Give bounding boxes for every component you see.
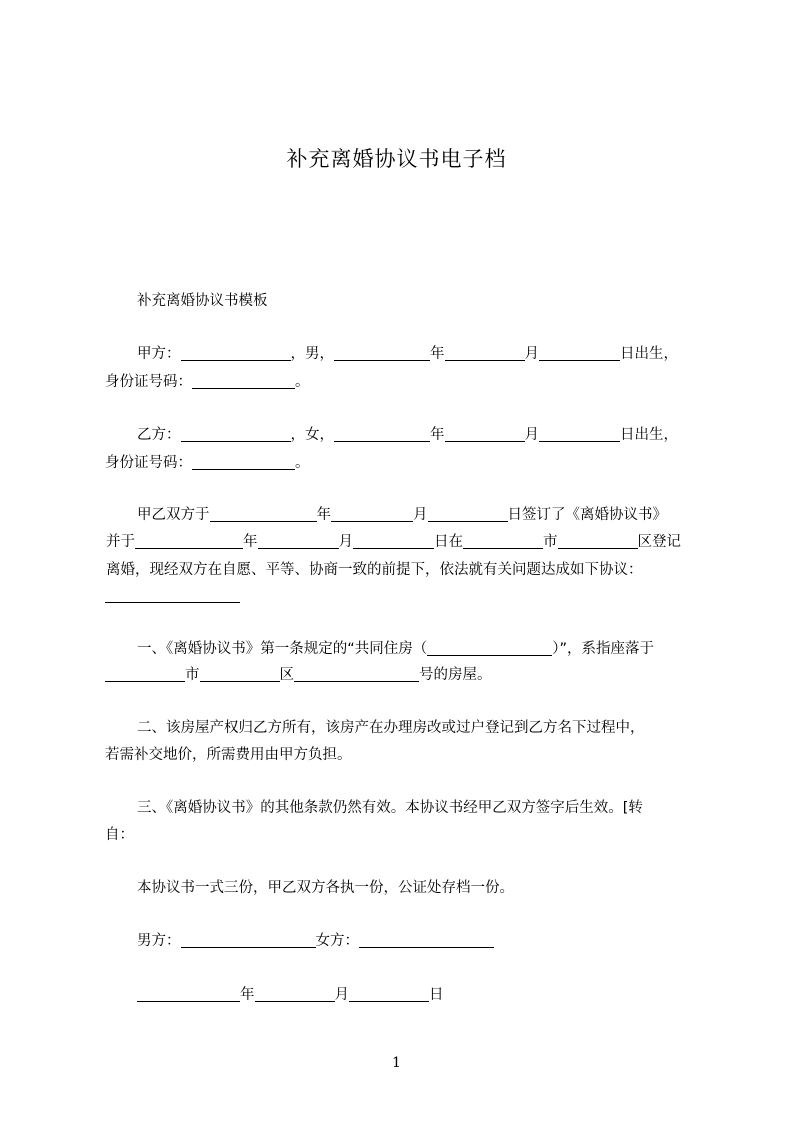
clause-1-start: 一、《离婚协议书》第一条规定的“共同住房（ [137,641,428,657]
intro-start: 甲乙双方于 [137,507,210,523]
house-district-blank[interactable] [200,666,280,682]
divorce-month-label: 月 [338,534,353,550]
date-year-label: 年 [240,987,255,1003]
intro-line-4 [105,586,240,606]
party-b-year-label: 年 [430,427,445,443]
and-at-text: 并于 [106,534,135,550]
party-a-birth-month-blank[interactable] [445,345,525,361]
party-a-line [137,344,678,364]
party-b-id-line [105,453,310,473]
party-b-month-label: 月 [524,427,539,443]
day-at-label: 日在 [434,534,463,550]
party-b-birth-month-blank[interactable] [445,426,525,442]
date-day-label: 日 [429,987,444,1003]
sign-day-blank[interactable] [428,506,508,522]
party-b-end: 。 [295,455,310,471]
reg-city-label: 市 [543,534,558,550]
signature-line [137,931,494,951]
party-a-end: 。 [295,374,310,390]
party-b-birth-year-blank[interactable] [334,426,430,442]
female-signature-blank[interactable] [359,932,494,948]
divorce-month-blank[interactable] [258,533,339,549]
party-a-label: 甲方： [137,346,181,362]
house-city-label: 市 [185,667,200,683]
party-b-birth-day-blank[interactable] [539,426,620,442]
date-line [137,985,444,1005]
clause-2-line-2: 若需补交地价，所需费用由甲方负担。 [105,747,352,763]
divorce-year-blank[interactable] [135,533,243,549]
clause-3-line-2: 自： [105,827,134,843]
male-signature-blank[interactable] [181,932,316,948]
clause-1-mid: ）”，系指座落于 [552,641,655,657]
intro-trailing-blank[interactable] [105,587,240,603]
house-city-blank[interactable] [105,666,185,682]
date-day-blank[interactable] [349,986,429,1002]
sign-year-label: 年 [316,507,331,523]
intro-line-2 [106,532,681,552]
template-subtitle: 补充离婚协议书模板 [137,293,268,309]
intro-line-1 [137,505,667,525]
party-a-birth-day-blank[interactable] [539,345,620,361]
date-month-blank[interactable] [255,986,335,1002]
sign-month-blank[interactable] [331,506,413,522]
party-a-id-label: 身份证号码： [105,374,192,390]
copies-statement: 本协议书一式三份，甲乙双方各执一份，公证处存档一份。 [137,880,514,896]
reg-district-label: 区登记 [637,534,681,550]
party-a-month-label: 月 [524,346,539,362]
party-b-name-blank[interactable] [181,426,291,442]
page-number: 1 [392,1055,401,1071]
party-b-label: 乙方： [137,427,181,443]
party-b-line [137,425,678,445]
clause-3-line-1: 三、《离婚协议书》的其他条款仍然有效。本协议书经甲乙双方签字后生效。[转 [137,800,643,816]
party-b-id-label: 身份证号码： [105,455,192,471]
party-a-year-label: 年 [430,346,445,362]
clause-1-end: 号的房屋。 [419,667,492,683]
party-a-birth-year-blank[interactable] [334,345,430,361]
document-title: 补充离婚协议书电子档 [286,147,507,171]
female-signature-label: 女方： [315,933,359,949]
shared-housing-blank[interactable] [427,640,552,656]
reg-city-blank[interactable] [463,533,543,549]
date-month-label: 月 [334,987,349,1003]
intro-line-3: 离婚，现经双方在自愿、平等、协商一致的前提下，依法就有关问题达成如下协议： [106,562,643,578]
sign-month-label: 月 [413,507,428,523]
clause-1-line-1 [137,639,654,659]
signed-agreement-text: 日签订了《离婚协议书》 [507,507,667,523]
party-a-id-blank[interactable] [192,373,295,389]
party-a-gender: ，男， [290,346,334,362]
party-b-id-blank[interactable] [192,454,295,470]
party-a-id-line [105,372,310,392]
party-a-born-label: 日出生， [620,346,678,362]
clause-1-line-2 [105,665,492,685]
sign-year-blank[interactable] [210,506,317,522]
divorce-day-blank[interactable] [353,533,434,549]
male-signature-label: 男方： [137,933,181,949]
date-year-blank[interactable] [137,986,240,1002]
clause-2-line-1: 二、该房屋产权归乙方所有，该房产在办理房改或过户登记到乙方名下过程中， [137,720,645,736]
divorce-year-label: 年 [243,534,258,550]
party-b-born-label: 日出生， [620,427,678,443]
party-a-name-blank[interactable] [181,345,291,361]
party-b-gender: ，女， [290,427,334,443]
reg-district-blank[interactable] [558,533,638,549]
house-district-label: 区 [279,667,294,683]
house-number-blank[interactable] [294,666,419,682]
